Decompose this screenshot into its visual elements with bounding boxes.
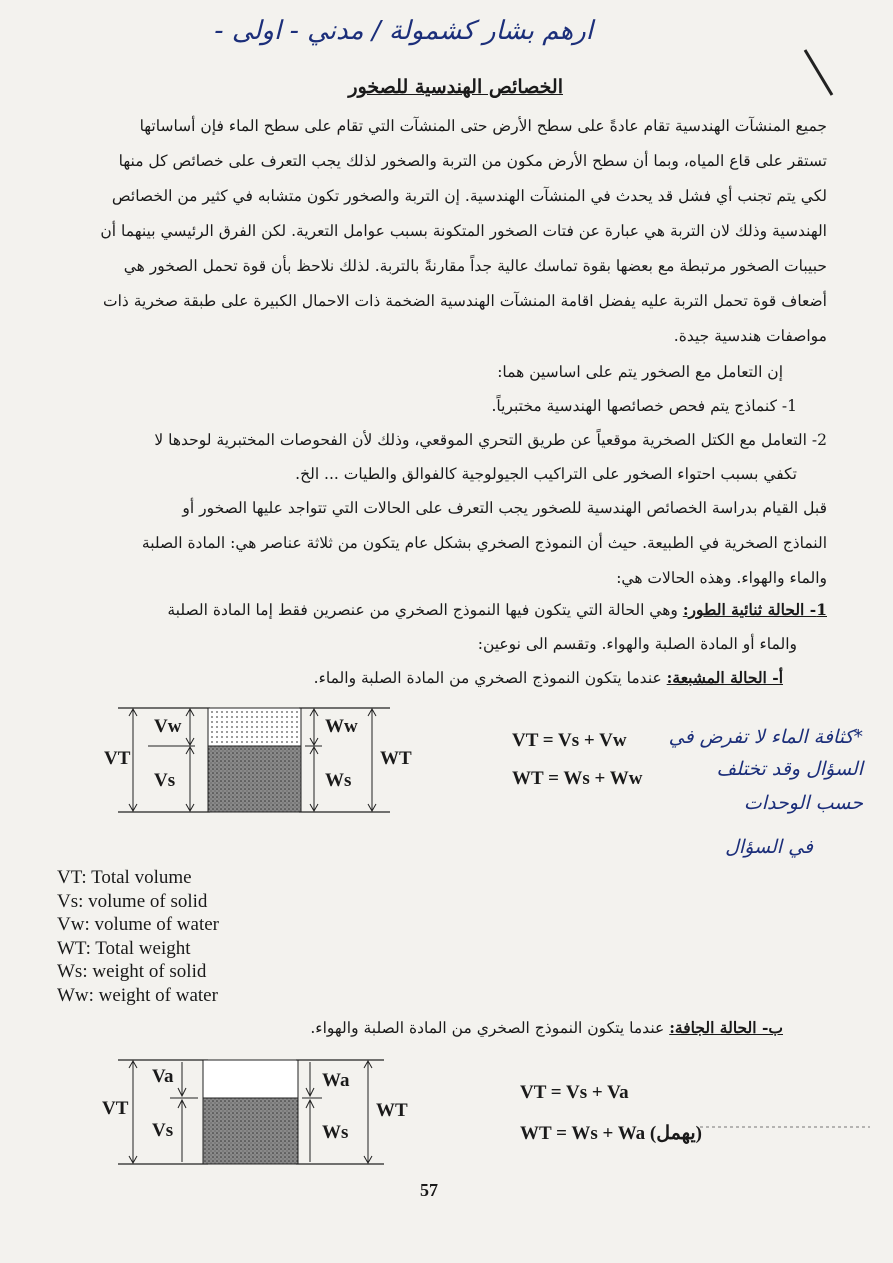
list-item-2-line-2: تكفي بسبب احتواء الصخور على التراكيب الجيولوجية كالفوالق والطيات ... الخ. (295, 465, 797, 483)
case-b-text: عندما يتكون النموذج الصخري من المادة الصلبة والهواء. (310, 1019, 670, 1037)
paragraph-2-line-1: قبل القيام بدراسة الخصائص الهندسية للصخور يجب التعرف على الحالات التي تتواجد عليها الصخور أو (182, 499, 827, 517)
legend-item: Vw: volume of water (57, 914, 219, 936)
paragraph-2-line-2: النماذج الصخرية في الطبيعة. حيث أن النموذج الصخري بشكل عام يتكون من ثلاثة عناصر هي: المادة الصلبة (141, 534, 827, 552)
paragraph-1-line-6: أضعاف قوة تحمل التربة عليه يفضل اقامة المنشآت الهندسية الضخمة ذات الاحمال الكبيرة على طبقة صخرية ذات (103, 292, 827, 310)
handwritten-header: ارهم بشار كشمولة / مدني - اولى - (214, 16, 593, 46)
handwritten-note-line-2: السؤال وقد تختلف (716, 758, 863, 780)
equation-1-volume: VT = Vs + Vw (512, 730, 627, 751)
dry-phase-diagram (100, 1052, 400, 1172)
paragraph-1-line-4: الهندسية وذلك لان التربة هي عبارة عن فتات الصخور المتكونة بسبب عوامل التعرية. لكن الفرق الرئيسي بينهما أن (100, 222, 827, 240)
page-number: 57 (420, 1180, 438, 1200)
case-a-text: عندما يتكون النموذج الصخري من المادة الصلبة والماء. (313, 669, 667, 687)
paragraph-1-line-2: تستقر على قاع المياه، وبما أن سطح الأرض مكون من التربة والصخور لذلك يجب التعرف على خصائص كل منها (118, 152, 827, 170)
diagram2-label-vt: VT (102, 1098, 129, 1119)
case-1-text: وهي الحالة التي يتكون فيها النموذج الصخري من عنصرين فقط إما المادة الصلبة (167, 601, 683, 619)
legend-item: WT: Total weight (57, 937, 191, 959)
legend-item: VT: Total volume (57, 867, 192, 888)
paragraph-1-line-3: لكي يتم تجنب أي فشل قد يحدث في المنشآت الهندسية. إن التربة والصخور تكون متشابه في كثير من الخصائص (111, 187, 827, 205)
paragraph-1-line-1: جميع المنشآت الهندسية تقام عادةً على سطح الأرض حتى المنشآت التي تقام على سطح الماء فإن أساساتها (139, 117, 827, 135)
case-a-heading: أ- الحالة المشبعة: (666, 668, 783, 687)
diagram1-label-ww: Ww (325, 716, 358, 737)
intro-two-bases: إن التعامل مع الصخور يتم على اساسين هما: (497, 363, 783, 381)
handwritten-note-line-4: في السؤال (725, 836, 813, 858)
legend-item: Vs: volume of solid (57, 890, 208, 912)
equation-2-volume: VT = Vs + Va (520, 1082, 629, 1103)
diagram2-label-vs: Vs (152, 1120, 174, 1141)
paragraph-2-line-3: والماء والهواء. وهذه الحالات هي: (616, 569, 827, 587)
diagram1-label-vs: Vs (154, 770, 176, 791)
diagram2-label-wa: Wa (322, 1070, 350, 1091)
diagram2-label-va: Va (152, 1066, 174, 1087)
case-1-heading: 1- الحالة ثنائية الطور: (682, 600, 827, 619)
legend (57, 866, 219, 1008)
diagram1-label-vt: VT (104, 748, 131, 769)
handwritten-note-line-3: حسب الوحدات (743, 792, 863, 814)
diagram1-label-vw: Vw (154, 716, 182, 737)
legend-item: Ww: weight of water (57, 984, 218, 1006)
handwritten-note-line-1: *كثافة الماء لا تفرض في (668, 726, 863, 748)
case-1-line-1 (57, 602, 827, 618)
case-b-heading: ب- الحالة الجافة: (669, 1018, 783, 1037)
case-1-line-2: والماء أو المادة الصلبة والهواء. وتقسم الى نوعين: (477, 635, 797, 653)
paragraph-1-line-5: حبيبات الصخور مرتبطة مع بعضها بقوة تماسك عالية جداً مقارنةً بالتربة. لذلك نلاحظ بأن قوة تحمل الصخور هي (123, 257, 827, 275)
margin-stroke-mark (800, 45, 840, 105)
diagram1-label-ws: Ws (325, 770, 352, 791)
legend-item: Ws: weight of solid (57, 961, 207, 983)
page-title: الخصائص الهندسية للصخور (348, 76, 563, 98)
diagram1-label-wt: WT (380, 748, 412, 769)
case-b-line (63, 1020, 783, 1036)
list-item-1: 1- كنماذج يتم فحص خصائصها الهندسية مختبرياً. (491, 397, 797, 415)
paragraph-1-line-7: مواصفات هندسية جيدة. (673, 327, 827, 345)
case-a-line (63, 670, 783, 686)
dashed-margin-line (700, 1122, 870, 1132)
equation-2-weight: WT = Ws + Wa (يهمل) (520, 1123, 702, 1144)
equation-1-weight: WT = Ws + Ww (512, 768, 643, 789)
diagram2-label-wt: WT (376, 1100, 408, 1121)
list-item-2-line-1: 2- التعامل مع الكتل الصخرية موقعياً عن طريق التحري الموقعي، وذلك لأن الفحوصات المختبرية لوحدها لا (154, 431, 827, 449)
diagram2-label-ws: Ws (322, 1122, 349, 1143)
